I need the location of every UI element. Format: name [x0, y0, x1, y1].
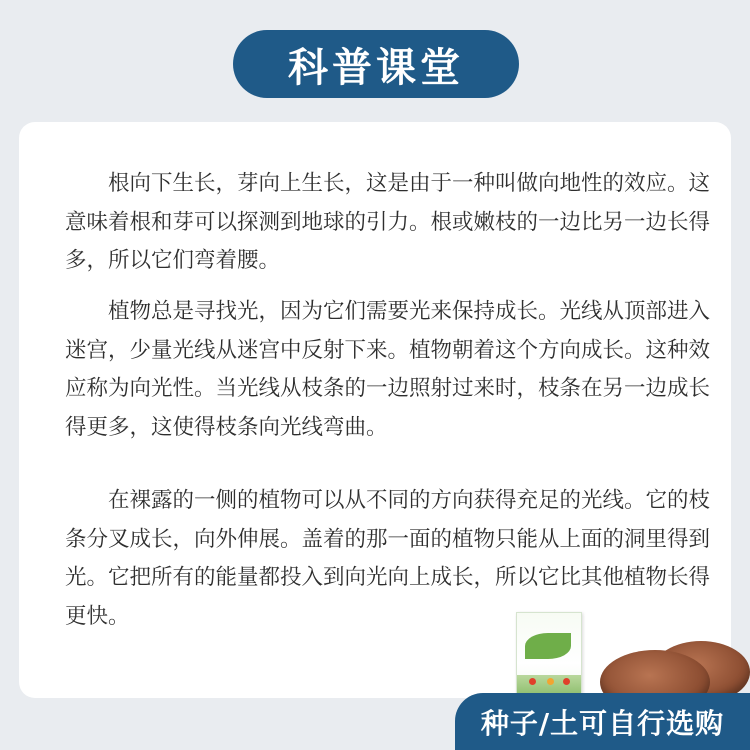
paragraph-light-growth: 在裸露的一侧的植物可以从不同的方向获得充足的光线。它的枝条分叉成长，向外伸展。盖着的那一面的植物只能从上面的洞里得到光。它把所有的能量都投入到向光向上成长，所以它比其他植物长得更快。 [65, 488, 711, 629]
flower-graphic [547, 678, 554, 685]
flower-graphic [529, 678, 536, 685]
leaf-graphic [525, 633, 571, 659]
page-title: 科普课堂 [233, 30, 519, 98]
paragraph-phototropism: 植物总是寻找光，因为它们需要光来保持成长。光线从顶部进入迷宫，少量光线从迷宫中反射下来。植物朝着这个方向成长。这种效应称为向光性。当光线从枝条的一边照射过来时，枝条在另一边成长得更多，这使得枝条向光线弯曲。 [65, 299, 711, 440]
content-card [19, 122, 731, 698]
flower-graphic [563, 678, 570, 685]
seed-packet-image [516, 612, 582, 706]
paragraph-geotropism: 根向下生长，芽向上生长，这是由于一种叫做向地性的效应。这意味着根和芽可以探测到地球的引力。根或嫩枝的一边比另一边长得多，所以它们弯着腰。 [65, 171, 711, 273]
purchase-note-banner: 种子/土可自行选购 [455, 693, 750, 750]
